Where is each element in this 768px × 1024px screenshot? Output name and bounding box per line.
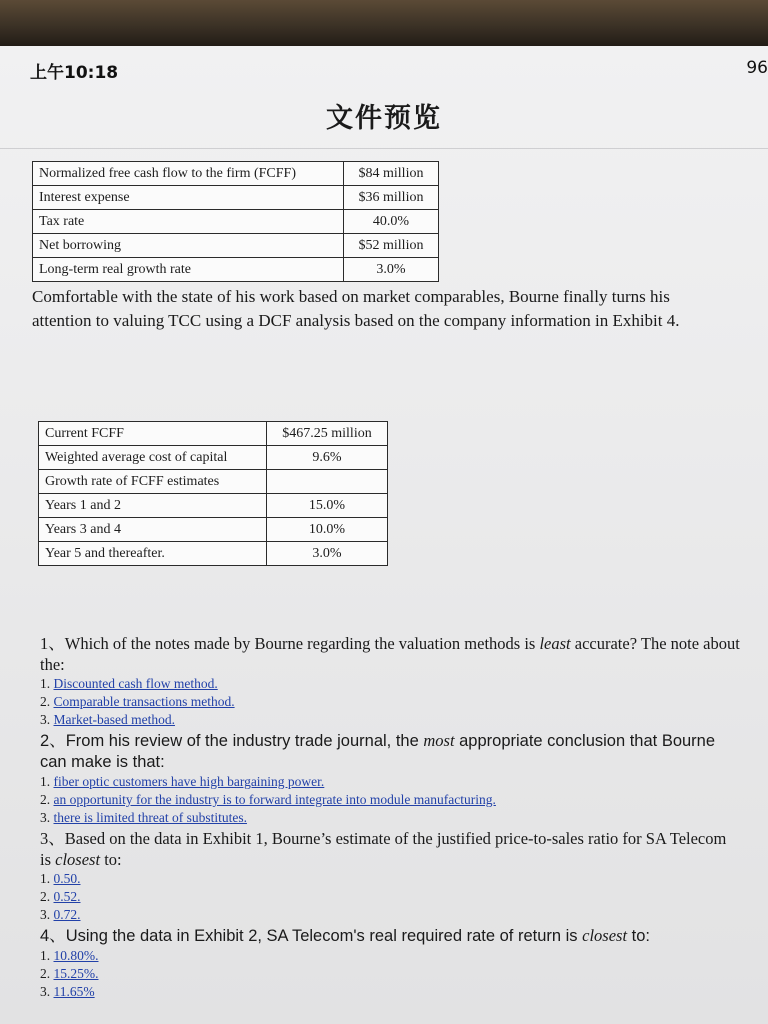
- answer-option: [40, 693, 740, 711]
- option-number: 3.: [40, 712, 54, 727]
- table-cell-label: Net borrowing: [33, 234, 344, 258]
- question-emphasis: closest: [55, 850, 101, 869]
- table-row: [39, 446, 388, 470]
- table-row: [39, 518, 388, 542]
- answer-option-link[interactable]: an opportunity for the industry is to forward integrate into module manufacturing.: [53, 792, 496, 807]
- table-row: [39, 470, 388, 494]
- answer-option-link[interactable]: 11.65%: [53, 984, 95, 999]
- answer-option-link[interactable]: Comparable transactions method.: [53, 694, 235, 709]
- table-cell-value: $52 million: [344, 234, 439, 258]
- answer-option-link[interactable]: Discounted cash flow method.: [53, 676, 218, 691]
- option-number: 2.: [40, 966, 54, 981]
- question-text: appropriate conclusion that Bourne can make is that:: [40, 732, 716, 771]
- table-row: [39, 422, 388, 446]
- question-number: 2、: [40, 732, 66, 750]
- table-row: [39, 542, 388, 566]
- status-time: 上午10:18: [30, 63, 119, 83]
- question-2: [40, 730, 740, 773]
- answer-option: [40, 947, 740, 965]
- table-cell-label: Interest expense: [33, 186, 344, 210]
- table-row: [33, 162, 439, 186]
- body-paragraph: Comfortable with the state of his work based on market comparables, Bourne finally turns his attention to valuing TCC using a DCF analysis based on the company information in Exhibit 4.: [32, 287, 680, 330]
- table-cell-value: $467.25 million: [267, 422, 388, 446]
- answer-options: [40, 773, 740, 827]
- option-number: 3.: [40, 907, 54, 922]
- answer-option: [40, 888, 740, 906]
- question-number: 4、: [40, 927, 66, 945]
- table-cell-label: Weighted average cost of capital: [39, 446, 267, 470]
- option-number: 1.: [40, 774, 54, 789]
- option-number: 2.: [40, 889, 54, 904]
- answer-option: [40, 809, 740, 827]
- exhibit-table-dcf: [38, 421, 388, 566]
- question-text: accurate? The note about the:: [40, 634, 740, 674]
- question-emphasis: least: [539, 634, 571, 653]
- option-number: 3.: [40, 984, 54, 999]
- question-number: 3、: [40, 829, 65, 848]
- table-cell-value: 3.0%: [344, 258, 439, 282]
- answer-option-link[interactable]: 0.52.: [53, 889, 81, 904]
- answer-option: [40, 870, 740, 888]
- answer-option: [40, 675, 740, 693]
- answer-option-link[interactable]: fiber optic customers have high bargaining power.: [53, 774, 325, 789]
- question-1: [40, 633, 740, 675]
- question-text: Based on the data in Exhibit 1, Bourne’s estimate of the justified price-to-sales ratio for SA Telecom is: [40, 829, 727, 869]
- answer-option-link[interactable]: 15.25%.: [53, 966, 99, 981]
- table-cell-value: 15.0%: [267, 494, 388, 518]
- answer-option-link[interactable]: there is limited threat of substitutes.: [53, 810, 247, 825]
- option-number: 1.: [40, 871, 54, 886]
- table-row: [33, 210, 439, 234]
- question-text: From his review of the industry trade journal, the: [65, 732, 424, 750]
- device-bezel: [0, 0, 768, 46]
- answer-option: [40, 965, 740, 983]
- answer-option-link[interactable]: 0.72.: [53, 907, 81, 922]
- answer-option: [40, 791, 740, 809]
- question-text: to:: [627, 927, 650, 945]
- option-number: 1.: [40, 676, 54, 691]
- answer-options: [40, 947, 740, 1001]
- table-cell-value: 3.0%: [267, 542, 388, 566]
- question-list: [40, 633, 740, 1002]
- answer-option-link[interactable]: 10.80%.: [53, 948, 99, 963]
- table-cell-label: Tax rate: [33, 210, 344, 234]
- answer-option: [40, 711, 740, 729]
- table-row: [33, 234, 439, 258]
- question-4: [40, 925, 740, 947]
- table-cell-value: 10.0%: [267, 518, 388, 542]
- question-number: 1、: [40, 634, 65, 653]
- answer-options: [40, 675, 740, 729]
- question-emphasis: most: [423, 731, 455, 750]
- table-cell-label: Current FCFF: [39, 422, 267, 446]
- question-text: Which of the notes made by Bourne regarding the valuation methods is: [64, 634, 540, 653]
- table-row: [33, 186, 439, 210]
- question-emphasis: closest: [582, 926, 628, 945]
- table-cell-value: $36 million: [344, 186, 439, 210]
- exhibit-table-fcff: [32, 161, 439, 282]
- table-row: [39, 494, 388, 518]
- table-cell-label: Growth rate of FCFF estimates: [39, 470, 267, 494]
- table-row: [33, 258, 439, 282]
- table-cell-label: Year 5 and thereafter.: [39, 542, 267, 566]
- answer-option-link[interactable]: Market-based method.: [53, 712, 175, 727]
- table-cell-value: 9.6%: [267, 446, 388, 470]
- question-3: [40, 828, 740, 870]
- option-number: 2.: [40, 694, 54, 709]
- nav-divider: [0, 148, 768, 149]
- answer-option: [40, 983, 740, 1001]
- table-cell-label: Years 3 and 4: [39, 518, 267, 542]
- page-title: 文件预览: [326, 103, 442, 134]
- question-text: Using the data in Exhibit 2, SA Telecom's real required rate of return is: [65, 927, 583, 945]
- battery-level: 96: [746, 58, 768, 78]
- option-number: 3.: [40, 810, 54, 825]
- table-cell-value: [267, 470, 388, 494]
- table-cell-label: Normalized free cash flow to the firm (FCFF): [33, 162, 344, 186]
- option-number: 2.: [40, 792, 54, 807]
- table-cell-label: Long-term real growth rate: [33, 258, 344, 282]
- answer-option-link[interactable]: 0.50.: [53, 871, 81, 886]
- table-cell-label: Years 1 and 2: [39, 494, 267, 518]
- table-cell-value: $84 million: [344, 162, 439, 186]
- question-text: to:: [100, 850, 122, 869]
- answer-option: [40, 773, 740, 791]
- answer-option: [40, 906, 740, 924]
- option-number: 1.: [40, 948, 54, 963]
- table-cell-value: 40.0%: [344, 210, 439, 234]
- answer-options: [40, 870, 740, 924]
